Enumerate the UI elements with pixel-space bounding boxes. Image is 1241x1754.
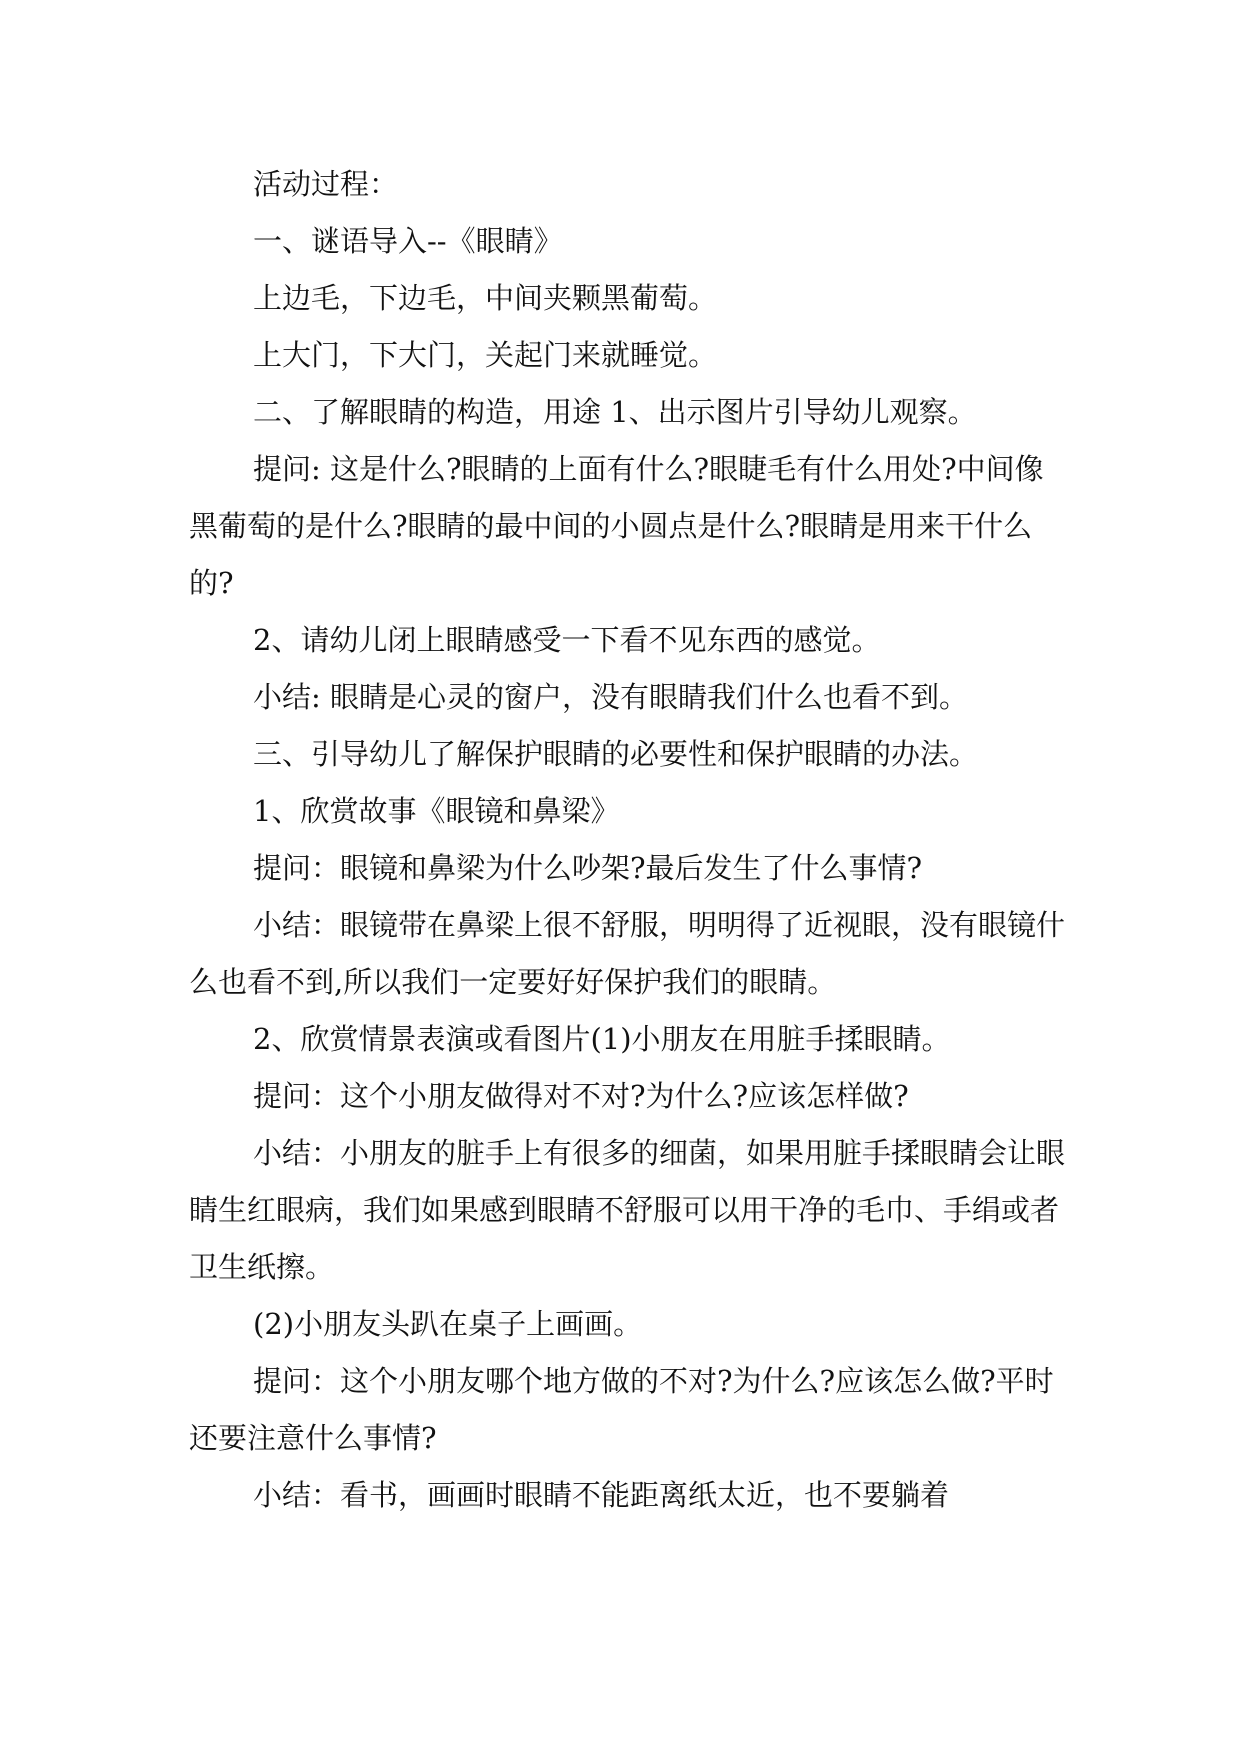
paragraph-structure-heading: 二、了解眼睛的构造，用途 1、出示图片引导幼儿观察。 xyxy=(253,395,977,429)
paragraph-question-2: 提问：眼镜和鼻梁为什么吵架?最后发生了什么事情? xyxy=(253,851,923,885)
paragraph-activity-process: 活动过程： xyxy=(253,167,399,201)
paragraph-step-2: 2、请幼儿闭上眼睛感受一下看不见东西的感觉。 xyxy=(253,623,881,657)
paragraph-riddle-heading: 一、谜语导入--《眼睛》 xyxy=(253,224,563,258)
paragraph-riddle-line-1: 上边毛，下边毛，中间夹颗黑葡萄。 xyxy=(253,281,718,315)
paragraph-summary-4: 小结：看书，画画时眼睛不能距离纸太近，也不要躺着 xyxy=(253,1478,950,1512)
document-body xyxy=(189,156,1069,1524)
paragraph-question-4: 提问：这个小朋友哪个地方做的不对?为什么?应该怎么做?平时还要注意什么事情? xyxy=(189,1364,1054,1455)
paragraph-scene-2: (2)小朋友头趴在桌子上画画。 xyxy=(253,1307,643,1341)
paragraph-question-3: 提问：这个小朋友做得对不对?为什么?应该怎样做? xyxy=(253,1079,909,1113)
paragraph-summary-3: 小结：小朋友的脏手上有很多的细菌，如果用脏手揉眼睛会让眼睛生红眼病，我们如果感到眼睛不舒服可以用干净的毛巾、手绢或者卫生纸擦。 xyxy=(189,1136,1066,1284)
paragraph-protect-heading: 三、引导幼儿了解保护眼睛的必要性和保护眼睛的办法。 xyxy=(253,737,979,771)
paragraph-story: 1、欣赏故事《眼镜和鼻梁》 xyxy=(253,794,620,828)
paragraph-summary-1: 小结: 眼睛是心灵的窗户，没有眼睛我们什么也看不到。 xyxy=(253,680,968,714)
paragraph-riddle-line-2: 上大门，下大门，关起门来就睡觉。 xyxy=(253,338,718,372)
paragraph-question-1: 提问: 这是什么?眼睛的上面有什么?眼睫毛有什么用处?中间像黑葡萄的是什么?眼睛的最中间的小圆点是什么?眼睛是用来干什么的? xyxy=(189,452,1044,600)
paragraph-scene-1: 2、欣赏情景表演或看图片(1)小朋友在用脏手揉眼睛。 xyxy=(253,1022,951,1056)
paragraph-summary-2: 小结：眼镜带在鼻梁上很不舒服，明明得了近视眼，没有眼镜什么也看不到,所以我们一定要好好保护我们的眼睛。 xyxy=(189,908,1066,999)
